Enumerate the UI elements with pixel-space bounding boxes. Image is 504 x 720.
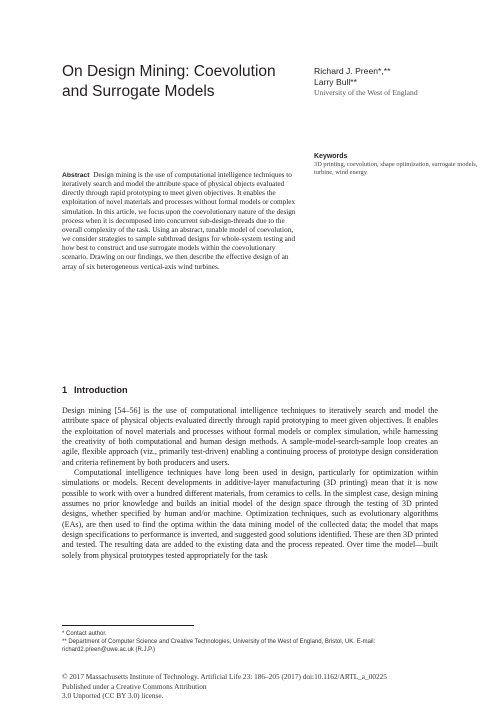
abstract-text: Design mining is the use of computational intelligence techniques to iteratively search and model the attribute space of physical objects evaluated directly through rapid prototyping to meet given objectives. It enables the exploitation of novel materials and processes without formal models or complex simulation. In this article, we focus upon the coevolutionary nature of the design process when it is decomposed into concurrent sub-design-threads due to the overall complexity of the task. Using an abstract, tunable model of coevolution, we consider strategies to sample subthread designs for whole-system testing and how best to construct and use surrogate models within the coevolutionary scenario. Drawing on our findings, we then describe the effective design of an array of six heterogeneous vertical-axis wind turbines. [62, 171, 296, 271]
footer-line: 3.0 Unported (CC BY 3.0) license. [62, 691, 164, 700]
footer-line: Published under a Creative Commons Attribution [62, 681, 207, 691]
copyright-footer [62, 672, 462, 701]
section-title: Introduction [74, 385, 128, 395]
footnotes [62, 630, 442, 655]
keywords-heading: Keywords [314, 153, 348, 160]
footer-line: © 2017 Massachusetts Institute of Technology. Artificial Life 23: 186–205 (2017) doi:10.1162/ARTL_a_00225 [62, 672, 387, 681]
author-list [314, 66, 494, 88]
section-heading [62, 385, 128, 395]
body-text [62, 406, 438, 561]
abstract [62, 171, 298, 272]
abstract-label: Abstract [62, 172, 90, 179]
keywords-list: 3D printing, coevolution, shape optimization, surrogate models, turbine, wind energy [314, 161, 478, 177]
article-title: On Design Mining: Coevolution and Surrogate Models [62, 63, 276, 100]
footnote: * Contact author. [62, 631, 107, 637]
paragraph: Computational intelligence techniques have long been used in design, particularly for optimization within simulations or models. Recent developments in additive-layer manufacturing (3D printing) mean that it is now possible to work with over a hundred different materials, from ceramics to cells. In the simplest case, design mining assumes no prior knowledge and builds an initial model of the design space through the testing of 3D printed designs, whether specified by human and/or machine. Optimization techniques, such as evolutionary algorithms (EAs), are then used to find the optima within the data mining model of the collected data; the model that maps design specifications to performance is inverted, and suggested good solutions identified. These are then 3D printed and tested. The resulting data are added to the existing data and the process repeated. Over time the model—built solely from physical prototypes tested appropriately for the task [62, 468, 438, 560]
footnote-divider [62, 625, 194, 626]
footnote: ** Department of Computer Science and Creative Technologies, University of the West of England, Bristol, UK. E-mail: richard2.preen@uwe.ac.uk (R.J.P.) [62, 639, 376, 654]
author-name: Richard J. Preen*,** [314, 66, 391, 76]
section-number: 1 [62, 385, 68, 395]
author-name: Larry Bull** [314, 77, 357, 87]
affiliation: University of the West of England [314, 88, 418, 97]
paragraph: Design mining [54–56] is the use of computational intelligence techniques to iteratively search and model the attribute space of physical objects evaluated directly through rapid prototyping to meet given objectives. It enables the exploitation of novel materials and processes without formal models or complex simulation, while harnessing the creativity of both computational and human design methods. A sample-model-search-sample loop creates an agile, flexible approach (viz., primarily test-driven) enabling a continuing process of prototype design consideration and criteria refinement by both producers and users. [62, 406, 438, 467]
